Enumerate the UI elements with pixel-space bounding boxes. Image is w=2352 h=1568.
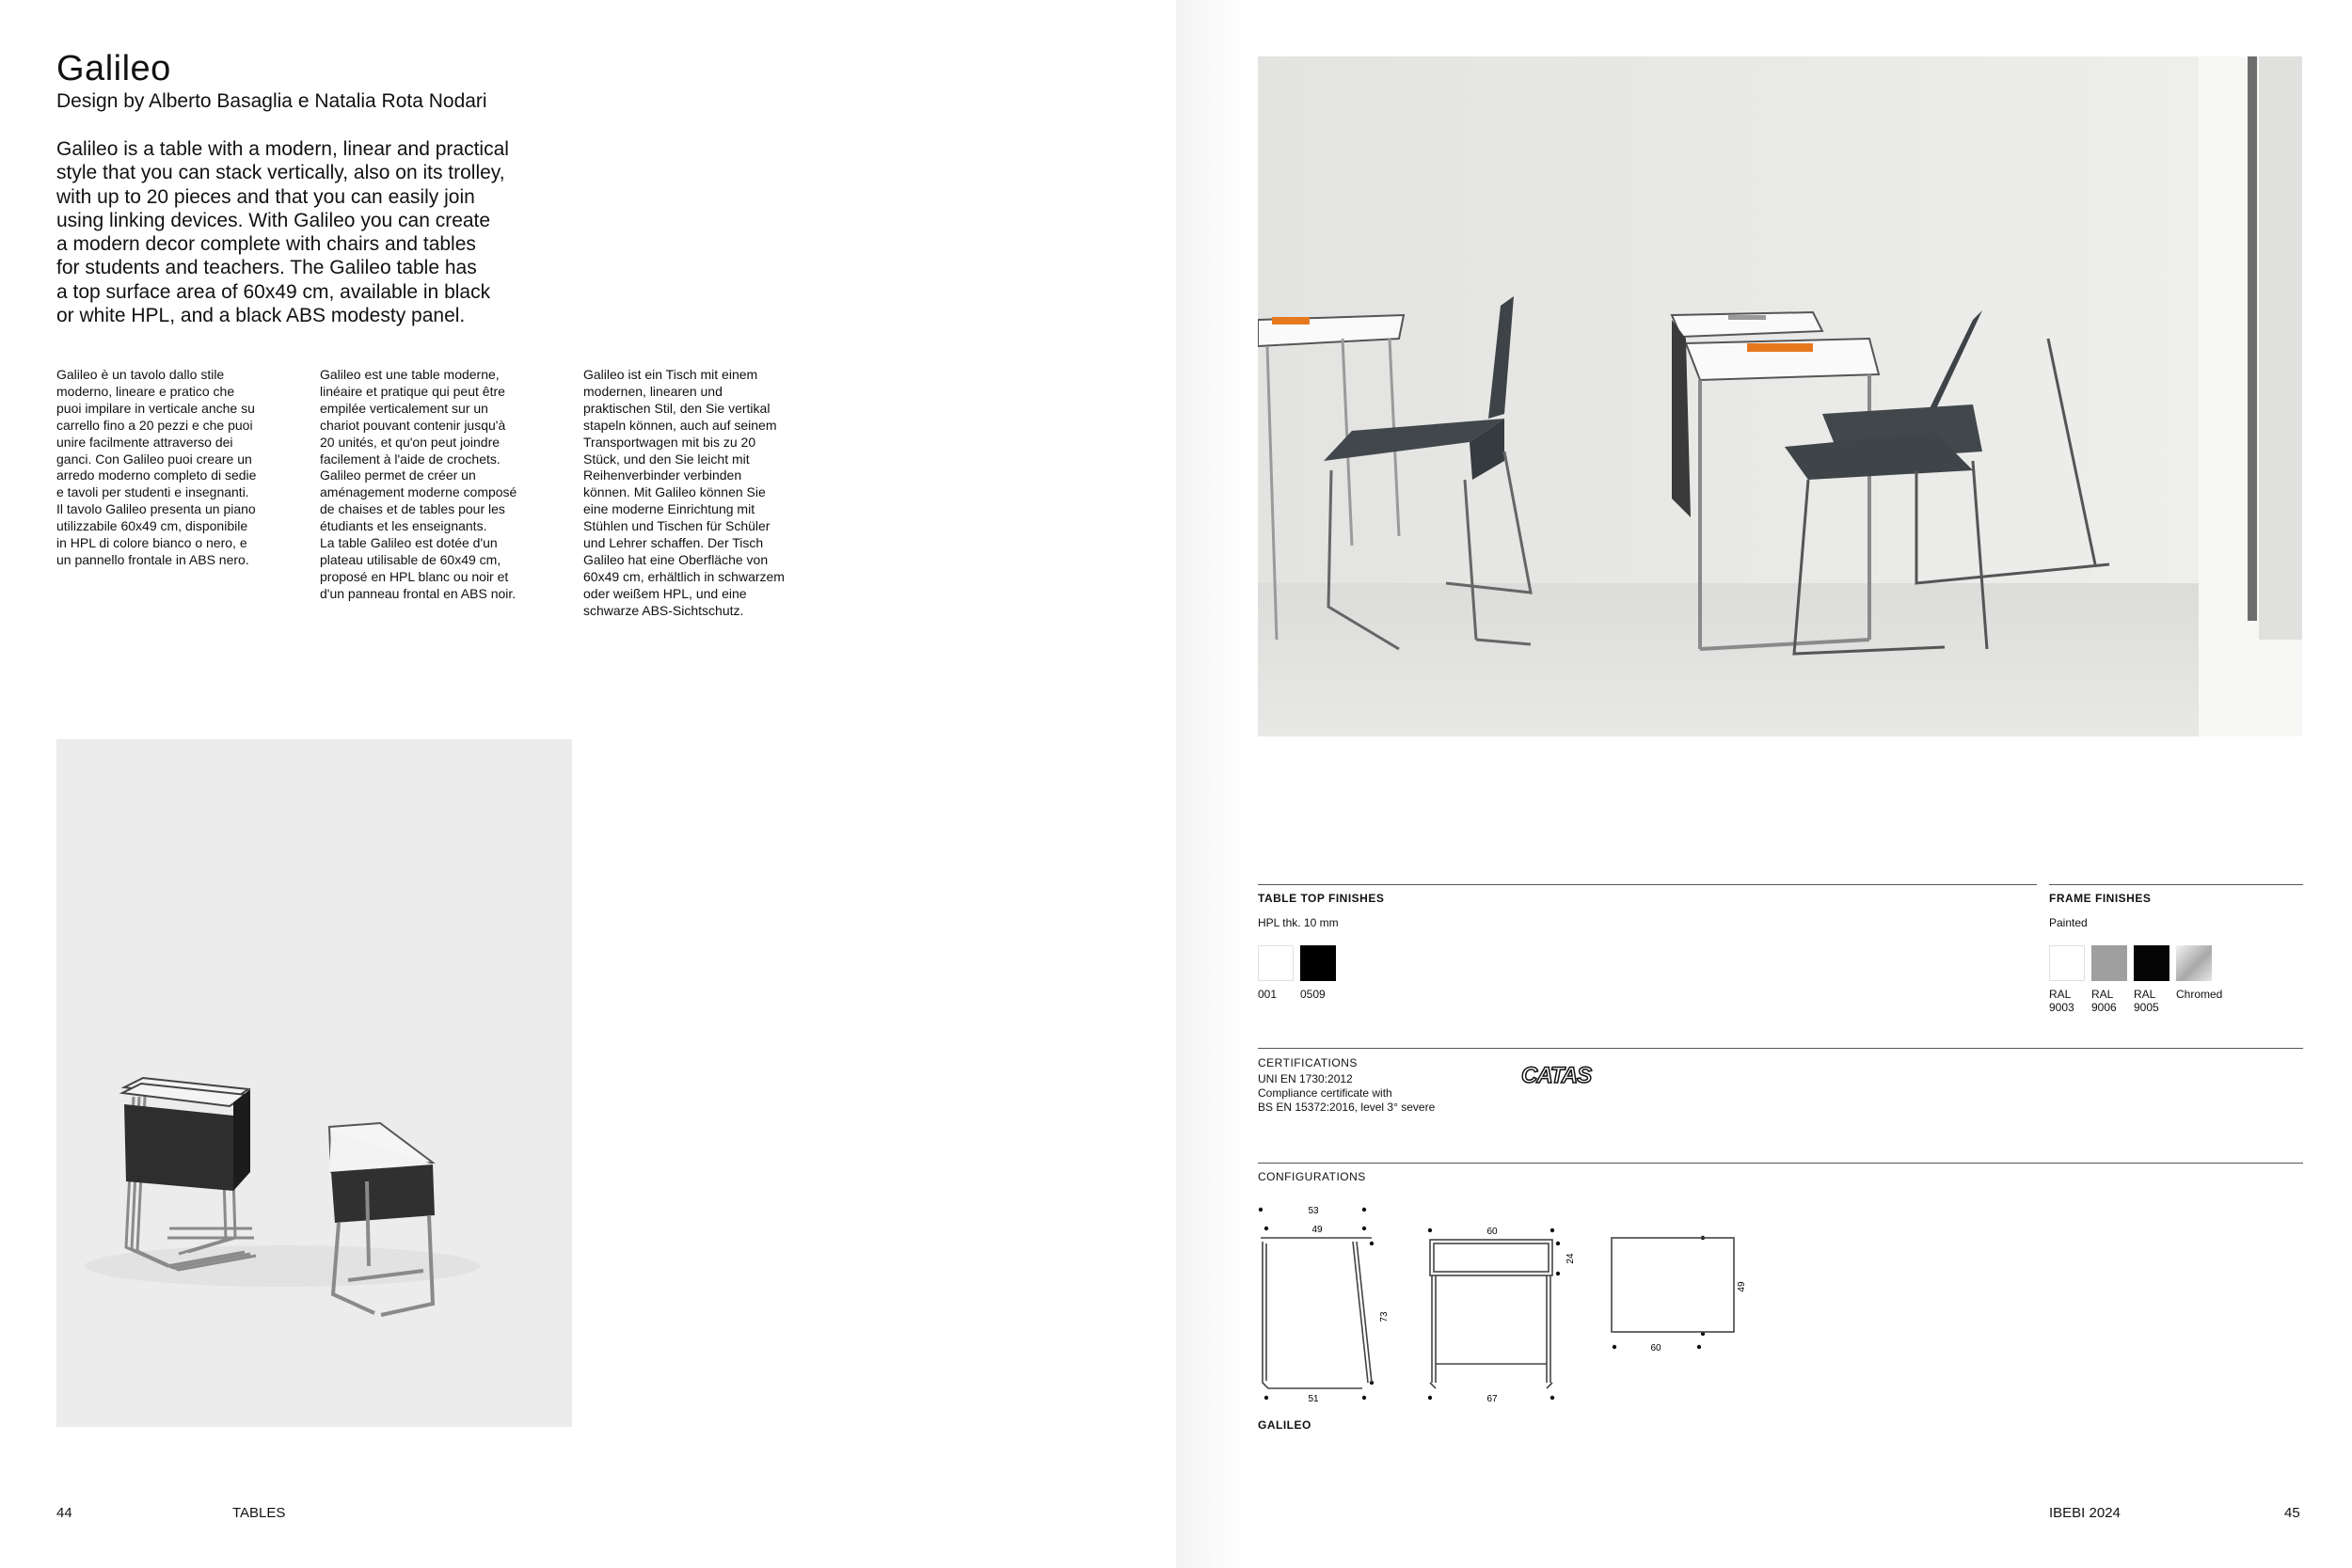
- page-number-right: 45: [2284, 1505, 2300, 1521]
- catas-logo: CATAS: [1521, 1063, 1592, 1088]
- frame-material: Painted: [2049, 916, 2088, 929]
- frame-label: FRAME FINISHES: [2049, 892, 2152, 905]
- dim-side-top-outer: 53: [1308, 1206, 1319, 1216]
- swatch-code: RAL 9005: [2134, 988, 2159, 1014]
- table-top-rule: [1258, 884, 2037, 885]
- configurations-label: CONFIGURATIONS: [1258, 1170, 1366, 1183]
- swatch-ral-9006: [2091, 945, 2127, 981]
- dim-front-panel: 24: [1565, 1253, 1576, 1264]
- swatch-black-0509: [1300, 945, 1336, 981]
- swatch-code: Chromed: [2176, 988, 2223, 1001]
- swatch-code: RAL 9003: [2049, 988, 2074, 1014]
- product-config-name: GALILEO: [1258, 1418, 1311, 1432]
- certifications-text: UNI EN 1730:2012 Compliance certificate with BS EN 15372:2016, level 3° severe: [1258, 1072, 1436, 1114]
- swatch-ral-9003: [2049, 945, 2085, 981]
- binding-gutter: [1176, 0, 1242, 1568]
- dim-front-width: 60: [1486, 1227, 1498, 1237]
- dim-top-depth: 49: [1737, 1281, 1747, 1292]
- dim-side-height: 73: [1379, 1311, 1390, 1323]
- table-top-label: TABLE TOP FINISHES: [1258, 892, 1385, 905]
- product-title: Galileo: [56, 49, 171, 88]
- english-description: Galileo is a table with a modern, linear and practical style that you can stack vertically, also on its trolley, with up to 20 pieces and that you can easily join using linking devices. With Galileo you can create a modern decor complete with chairs and tables for students and teachers. The Galileo table has a top surface area of 60x49 cm, available in black or white HPL, and a black ABS modesty panel.: [56, 138, 509, 327]
- table-top-material: HPL thk. 10 mm: [1258, 916, 1339, 929]
- german-description: Galileo ist ein Tisch mit einem modernen, linearen und praktischen Stil, den Sie vertikal stapeln können, auch auf seinem Transportwagen mit bis zu 20 Stück, und den Sie leicht mit Reihenverbinder verbinden können. Mit Galileo können Sie eine moderne Einrichtung mit Stühlen und Tischen für Schüler und Lehrer schaffen. Der Tisch Galileo hat eine Oberfläche von 60x49 cm, erhältlich in schwarzem oder weißem HPL, und eine schwarze ABS-Sichtschutz.: [583, 367, 785, 618]
- swatch-white-001: [1258, 945, 1294, 981]
- swatch-ral-9005: [2134, 945, 2169, 981]
- dim-front-base: 67: [1486, 1394, 1498, 1404]
- classroom-photo: [1258, 56, 2302, 736]
- designer-credit: Design by Alberto Basaglia e Natalia Rota Nodari: [56, 90, 487, 112]
- dim-top-width: 60: [1650, 1343, 1661, 1354]
- dimension-drawings: [1251, 1195, 1778, 1411]
- brand-year: IBEBI 2024: [2049, 1505, 2121, 1521]
- section-name: TABLES: [232, 1505, 286, 1521]
- dim-side-top-inner: 49: [1311, 1225, 1323, 1235]
- frame-rule: [2049, 884, 2303, 885]
- swatch-code: RAL 9006: [2091, 988, 2117, 1014]
- french-description: Galileo est une table moderne, linéaire et pratique qui peut être empilée verticalement sur un chariot pouvant contenir jusqu'à 20 unités, et qu'on peut joindre facilement à l'aide de crochets. Galileo permet de créer un aménagement moderne composé de chaises et de tables pour les étudiants et les enseignants. La table Galileo est dotée d'un plateau utilisable de 60x49 cm, proposé en HPL blanc ou noir et d'un panneau frontal en ABS noir.: [320, 367, 517, 601]
- certifications-rule: [1258, 1048, 2303, 1049]
- page-number-left: 44: [56, 1505, 72, 1521]
- swatch-chromed: [2176, 945, 2212, 981]
- italian-description: Galileo è un tavolo dallo stile moderno, lineare e pratico che puoi impilare in verticale anche su carrello fino a 20 pezzi e che puoi unire facilmente attraverso dei ganci. Con Galileo puoi creare un arredo moderno completo di sedie e tavoli per studenti e insegnanti. Il tavolo Galileo presenta un piano utilizzabile 60x49 cm, disponibile in HPL di colore bianco o nero, e un pannello frontale in ABS nero.: [56, 367, 257, 567]
- certifications-label: CERTIFICATIONS: [1258, 1056, 1358, 1069]
- stacked-tables-photo: [56, 739, 572, 1427]
- swatch-code: 001: [1258, 988, 1278, 1001]
- configurations-rule: [1258, 1163, 2303, 1164]
- dim-side-base: 51: [1308, 1394, 1319, 1404]
- swatch-code: 0509: [1300, 988, 1326, 1001]
